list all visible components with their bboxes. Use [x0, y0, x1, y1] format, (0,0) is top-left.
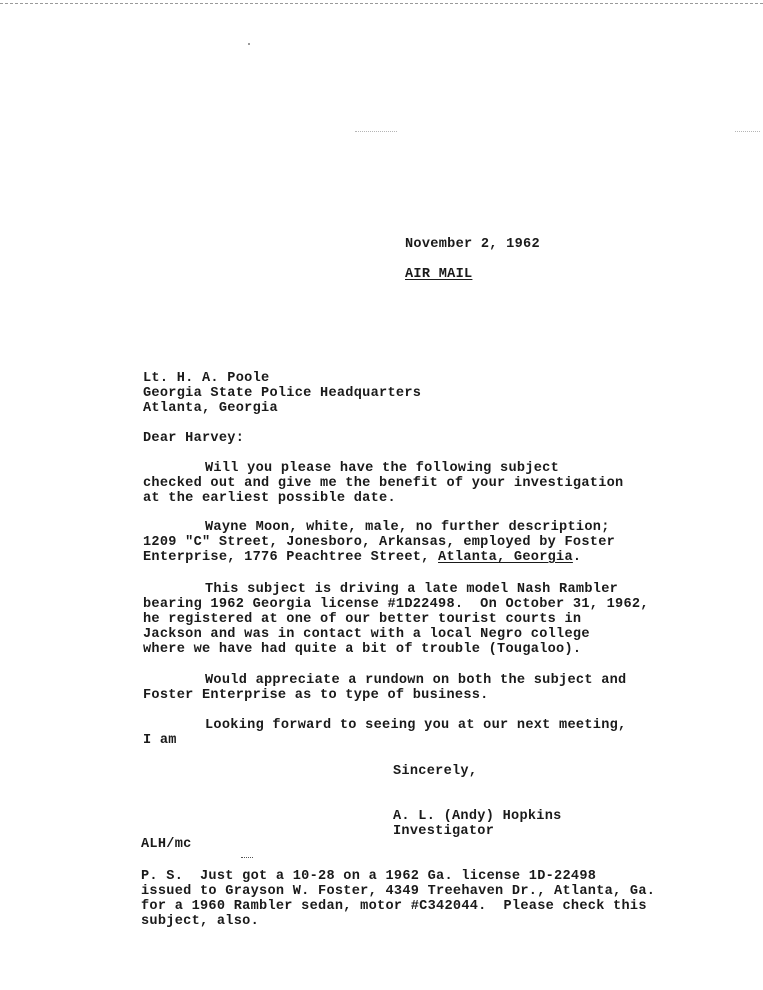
signature-block: [393, 809, 562, 839]
paragraph-line: checked out and give me the benefit of your investigation: [143, 476, 624, 491]
postscript-line: subject, also.: [141, 914, 260, 929]
paragraph-line-with-location: [143, 550, 723, 565]
postscript-line: issued to Grayson W. Foster, 4349 Treehaven Dr., Atlanta, Ga.: [141, 884, 656, 899]
scan-artifact-dots: [241, 857, 253, 858]
paragraph-closing-remark: [143, 718, 723, 748]
recipient-address: [143, 371, 723, 416]
employer-address: Enterprise, 1776 Peachtree Street,: [143, 550, 430, 565]
paragraph-line: Jackson and was in contact with a local Negro college: [143, 627, 590, 642]
reference-initials: ALH/mc: [141, 837, 192, 852]
paragraph-line: Would appreciate a rundown on both the subject and: [205, 673, 627, 688]
paragraph-line: Wayne Moon, white, male, no further description;: [205, 520, 610, 535]
paragraph-line: Will you please have the following subject: [205, 461, 560, 476]
paragraph-line: bearing 1962 Georgia license #1D22498. On October 31, 1962,: [143, 597, 649, 612]
signer-name: A. L. (Andy) Hopkins: [393, 809, 562, 824]
paragraph-subject: [143, 520, 723, 565]
paragraph-line: he registered at one of our better tourist courts in: [143, 612, 582, 627]
postscript: [141, 869, 721, 929]
sentence-end: .: [572, 550, 582, 565]
letter-date: November 2, 1962: [405, 237, 540, 252]
paragraph-request: [143, 461, 723, 506]
scan-artifact-dots: [355, 131, 397, 132]
recipient-city: Atlanta, Georgia: [143, 401, 278, 416]
paragraph-vehicle: [143, 582, 723, 657]
scan-speck: [248, 43, 250, 45]
complimentary-closing: Sincerely,: [393, 764, 478, 779]
employer-city: Atlanta, Georgia: [438, 550, 573, 565]
paragraph-line: 1209 "C" Street, Jonesboro, Arkansas, employed by Foster: [143, 535, 616, 550]
scan-artifact-dots: [735, 131, 760, 132]
paragraph-line: Looking forward to seeing you at our next meeting,: [205, 718, 627, 733]
signer-title: Investigator: [393, 824, 495, 839]
paragraph-line: Foster Enterprise as to type of business.: [143, 688, 489, 703]
recipient-name: Lt. H. A. Poole: [143, 371, 270, 386]
paragraph-line: This subject is driving a late model Nash Rambler: [205, 582, 619, 597]
paragraph-line: where we have had quite a bit of trouble (Tougaloo).: [143, 642, 582, 657]
paragraph-line: I am: [143, 733, 177, 748]
postscript-line: for a 1960 Rambler sedan, motor #C342044. Please check this: [141, 899, 647, 914]
postscript-line: P. S. Just got a 10-28 on a 1962 Ga. license 1D-22498: [141, 869, 597, 884]
paragraph-line: at the earliest possible date.: [143, 491, 396, 506]
salutation: Dear Harvey:: [143, 431, 245, 446]
delivery-method: AIR MAIL: [405, 267, 473, 282]
recipient-organization: Georgia State Police Headquarters: [143, 386, 422, 401]
paragraph-rundown: [143, 673, 723, 703]
scan-edge-rule: [0, 3, 763, 4]
